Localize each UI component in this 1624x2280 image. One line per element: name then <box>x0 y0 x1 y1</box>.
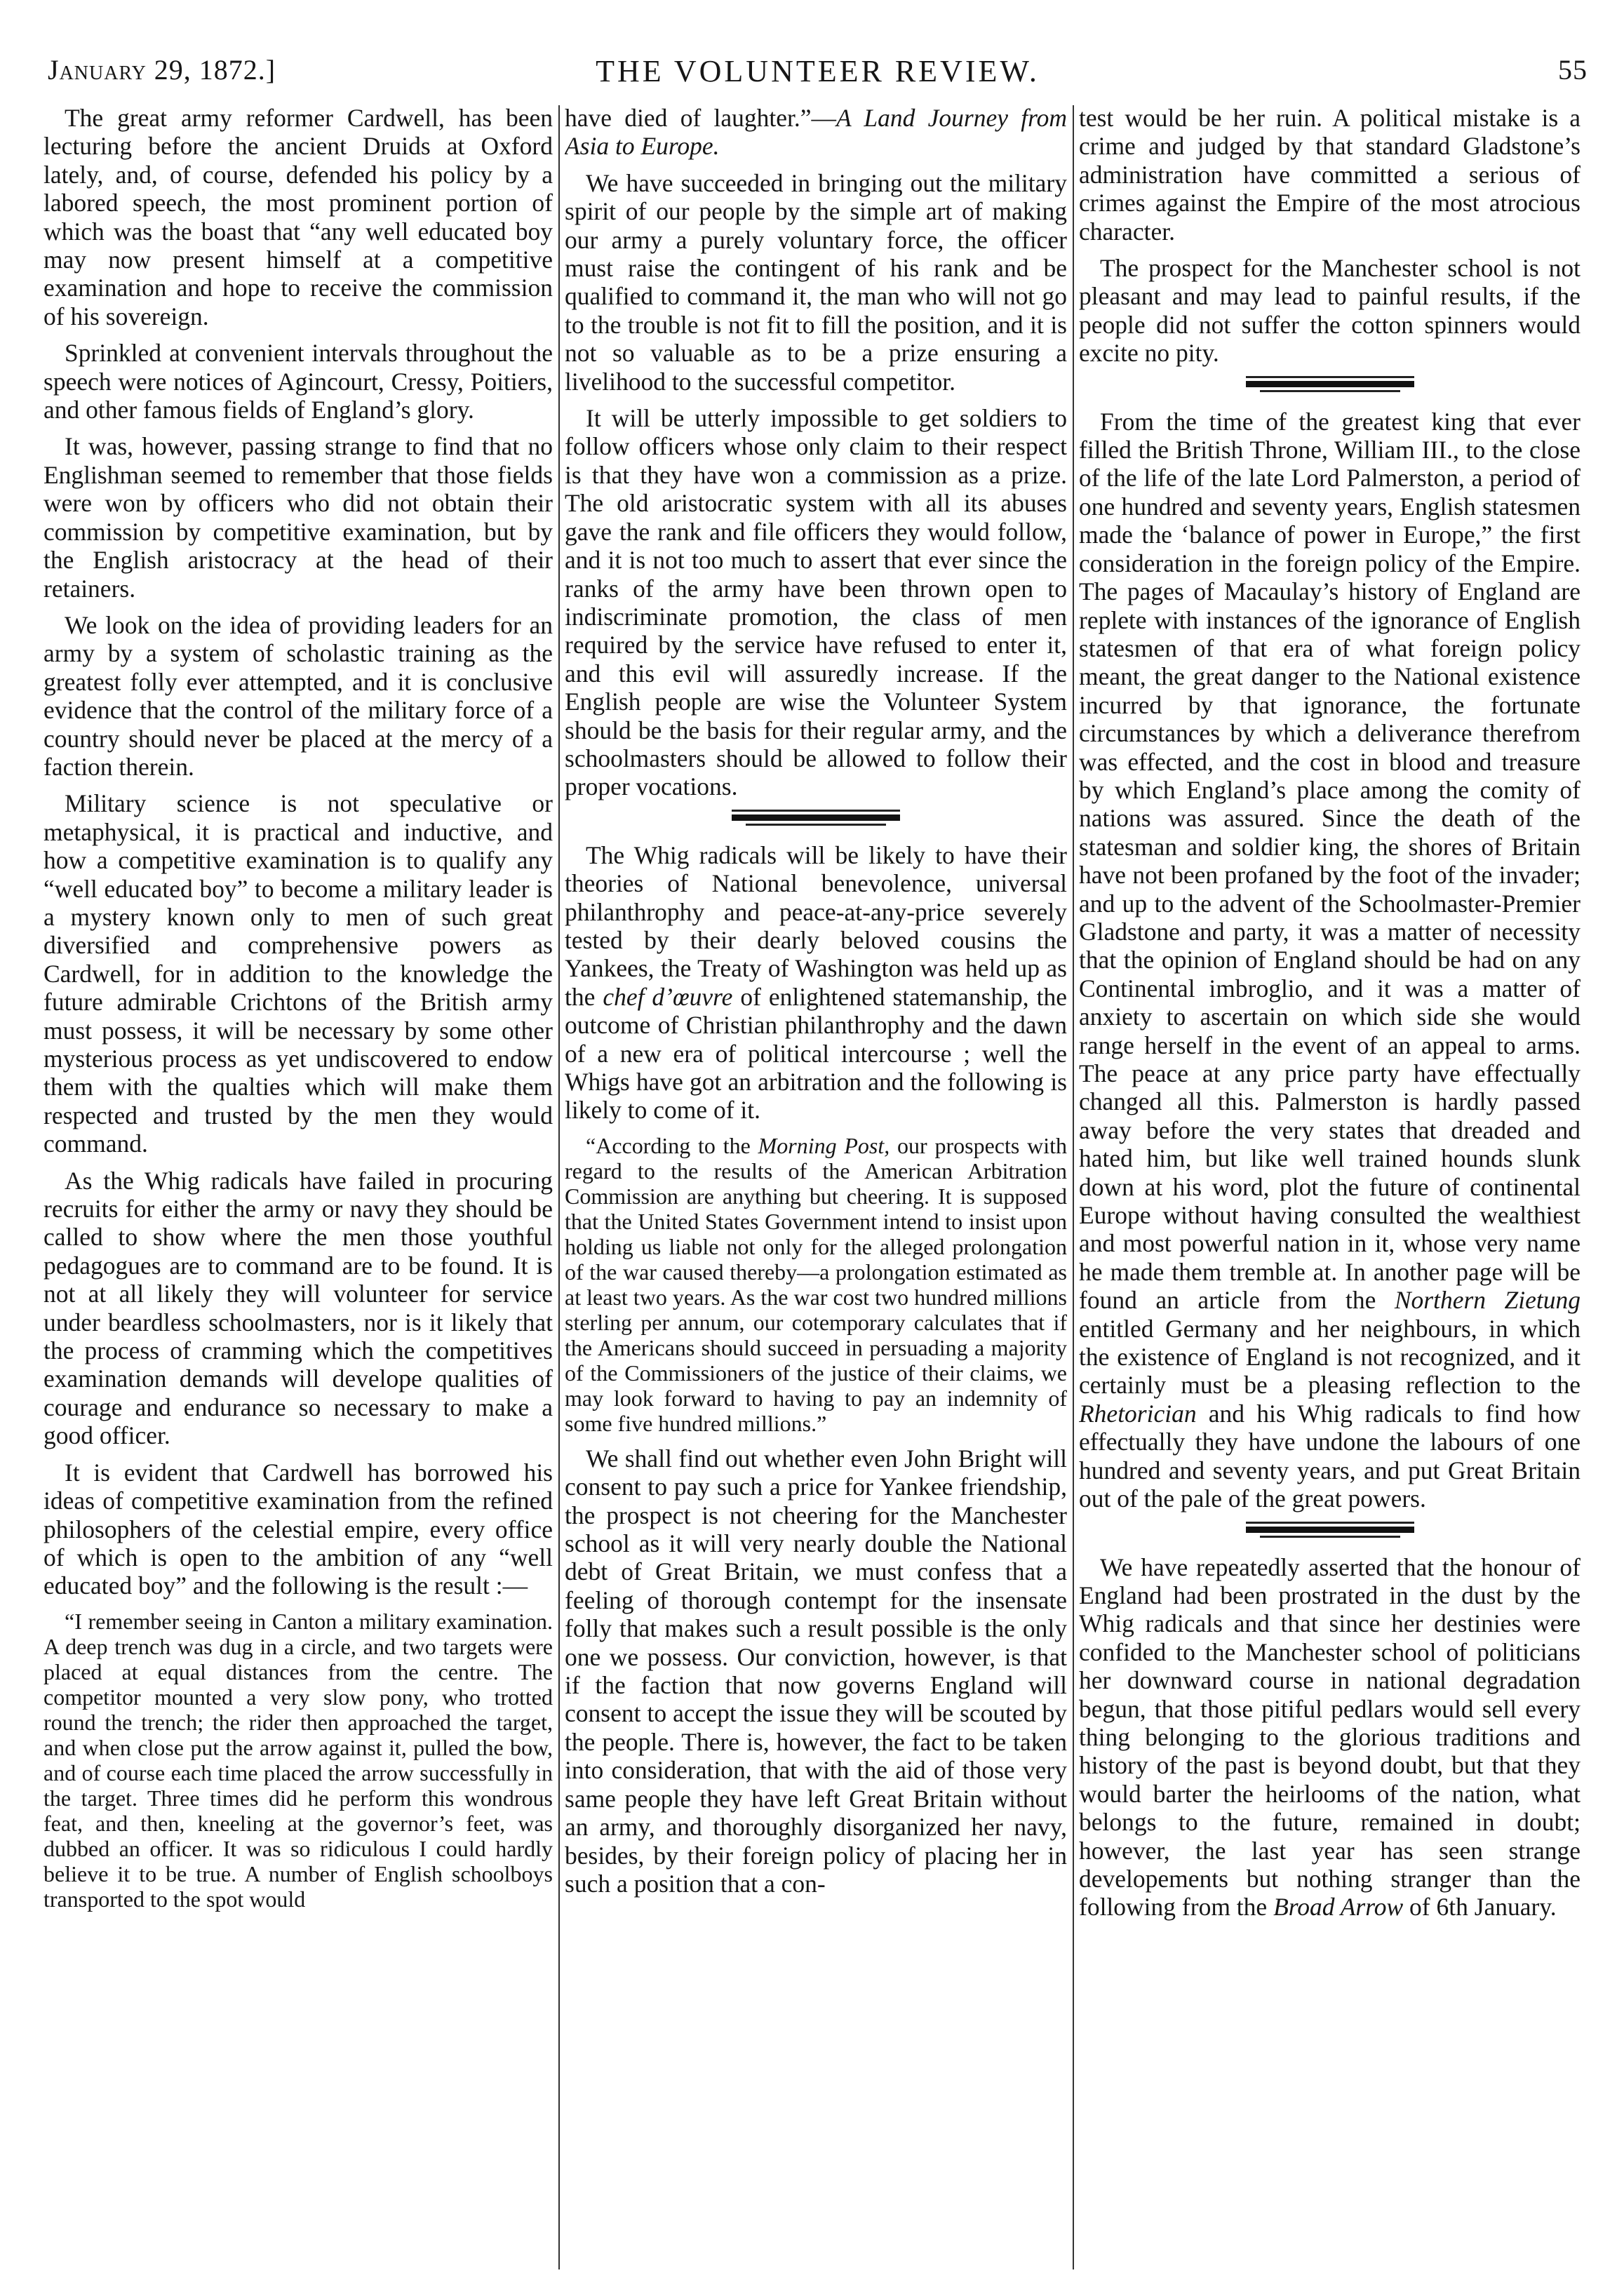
text-run: We have repeatedly asserted that the honour of England had been prostrated in the dust by the Whig radicals and that since her destinies were confided to the Manchester school of politicians her downward course in national degradation begun, that those pitiful pedlars would sell every thing belonging to the glorious traditions and history of the past is beyond doubt, but that they would barter the heirlooms of the nation, what belongs to the future, remained in doubt; however, the last year has seen strange developements but nothing stranger than the following from the <box>1079 1553 1581 1922</box>
page-number: 55 <box>1558 54 1588 86</box>
text-run: and his Whig radicals to find how effectually they have undone the labours of one hundred and seventy years, and put Great Britain out of the pale of the great powers. <box>1079 1399 1581 1513</box>
article-paragraph: Military science is not speculative or metaphysical, it is practical and inductive, and how a competitive examination is to qualify any “well educated boy” to become a military leader is a mystery known only to men of such great diversified and comprehensive powers as Cardwell, for in addition to the knowledge the future admirable Crichtons of the British army must possess, it will be necessary by some other mysterious process as yet undiscovered to endow them with the qualties which will make them respected and trusted by the men they would command. <box>43 789 553 1158</box>
article-paragraph: test would be her ruin. A political mistake is a crime and judged by that standard Gladstone’s administration have committed a serious of crimes against the Empire of the most atrocious character. <box>1079 104 1581 246</box>
article-paragraph <box>565 104 1067 161</box>
issue-date: January 29, 1872.] <box>48 54 276 86</box>
publication-title: THE VOLUNTEER REVIEW. <box>596 54 1040 88</box>
text-run: of 6th January. <box>1409 1893 1557 1922</box>
article-paragraph <box>565 841 1067 1125</box>
article-paragraph: The prospect for the Manchester school is not pleasant and may lead to painful results, if the people did not suffer the cotton spinners would excite no pity. <box>1079 254 1581 368</box>
column-3 <box>1079 104 1581 2275</box>
text-run: From the time of the greatest king that ever filled the British Throne, William III., to the close of the life of the late Lord Palmerston, a period of one hundred and seventy years, English statesmen made the ‘balance of power in Europe,” the first consideration in the foreign policy of the Empire. The pages of Macaulay’s history of England are replete with instances of the ignorance of English statesmen of that era of what foreign policy meant, the great danger to the National existence incurred by that ignorance, the fortunate circumstances by which a deliverance therefrom was effected, and the cost in blood and treasure by which England’s place among the comity of nations was assured. Since the death of the statesman and soldier king, the shores of Britain have not been profaned by the foot of the invader; and up to the advent of the Schoolmaster-Premier Gladstone and party, it was a matter of necessity that the opinion of England should be had on any Continental imbroglio, and it was a matter of anxiety to ascertain on which side she would range herself in the event of an appeal to arms. The peace at any price party have effectually changed all this. Palmerston is hardly passed away before the very states that dreaded and hated him, but like well trained hounds slunk down at his word, plot the future of continental Europe without having consulted the wealthiest and most powerful nation in it, whose very name he made them tremble at. In another page will be found an article from the <box>1079 407 1581 1315</box>
newspaper-name: Morning Post, <box>758 1132 890 1158</box>
page-header <box>48 53 1588 102</box>
article-paragraph: It was, however, passing strange to find that no Englishman seemed to remember that those fields were won by officers who did not obtain their commission by competitive examination, but by the English aristocracy at the head of their retainers. <box>43 432 553 603</box>
article-paragraph <box>1079 408 1581 1513</box>
italic-phrase: Rhetorician <box>1079 1399 1197 1428</box>
column-1 <box>43 104 553 2275</box>
quoted-paragraph: “I remember seeing in Canton a military examination. A deep trench was dug in a circle, and two targets were placed at equal distances from the centre. The competitor mounted a very slow pony, who trotted round the trench; the rider then approached the target, and when close put the arrow against it, pulled the bow, and of course each time placed the arrow successfully in the target. Three times did he perform this wondrous feat, and then, kneeling at the governor’s feet, was dubbed an officer. It was so ridiculous I could hardly believe it to be true. A number of English schoolboys transported to the spot would <box>43 1608 553 1912</box>
text-run: of enlightened statemanship, the outcome of Christian philanthrophy and the dawn of a new era of political intercourse ; well the Whigs have got an arbitration and the following is likely to come of it. <box>565 982 1067 1125</box>
article-paragraph: We look on the idea of providing leaders for an army by a system of scholastic training as the greatest folly ever attempted, and it is conclusive evidence that the control of the military force of a country should never be placed at the mercy of a faction therein. <box>43 610 553 781</box>
article-paragraph: The great army reformer Cardwell, has been lecturing before the ancient Druids at Oxford lately, and, of course, defended his policy by a labored speech, the most prominent portion of which was the boast that “any well educated boy may now present himself at a competitive examination and hope to receive the commission of his sovereign. <box>43 104 553 330</box>
section-divider <box>732 810 900 826</box>
text-run: The Whig radicals will be likely to have their theories of National benevolence, universal philanthrophy and peace-at-any-price severely tested by their dearly beloved cousins the Yankees, the Treaty of Washington was held up as the <box>565 840 1067 1011</box>
column-rule <box>558 105 560 2269</box>
text-run: our prospects with regard to the results of the American Arbitration Commission are anything but cheering. It is supposed that the United States Government intend to insist upon holding us liable not only for the alleged prolongation of the war caused thereby—a prolongation estimated as at least two years. As the war cost two hundred millions sterling per annum, our cotemporary calculates that if the Americans should succeed in persuading a majority of the Commissioners of the justice of their claims, we may look forward to having to pay an indemnity of some five hundred millions.” <box>565 1132 1067 1436</box>
article-paragraph: As the Whig radicals have failed in procuring recruits for either the army or navy they should be called to show where the men those youthful pedagogues are to command are to be found. It is not at all likely they will volunteer for service under beardless schoolmasters, nor is it likely that the process of cramming which the competitives examination demands will develope qualities of courage and endurance so necessary to make a good officer. <box>43 1166 553 1450</box>
article-paragraph: Sprinkled at convenient intervals throughout the speech were notices of Agincourt, Cressy, Poitiers, and other famous fields of England’s glory. <box>43 339 553 424</box>
article-paragraph: It is evident that Cardwell has borrowed his ideas of competitive examination from the refined philosophers of the celestial empire, every office of which is open to the ambition of any “well educated boy” and the following is the result :— <box>43 1458 553 1600</box>
section-divider <box>1246 376 1414 392</box>
newspaper-name: Northern Zietung <box>1394 1286 1581 1315</box>
article-paragraph: It will be utterly impossible to get soldiers to follow officers whose only claim to their respect is that they have won a commission as a prize. The old aristocratic system with all its abuses gave the rank and file officers they would follow, and it is not too much to assert that ever since the ranks of the army have been thrown open to indiscriminate promotion, the class of men required by the service have refused to enter it, and this evil will assuredly increase. If the English people are wise the Volunteer System should be the basis for their regular army, and the schoolmasters should be allowed to follow their proper vocations. <box>565 404 1067 801</box>
article-paragraph: We have succeeded in bringing out the military spirit of our people by the simple art of making our army a purely voluntary force, the officer must raise the contingent of his rank and be qualified to command it, the man who will not go to the trouble is not fit to fill the position, and it is not so valuable as to be a prize ensuring a livelihood to the successful competitor. <box>565 168 1067 396</box>
italic-phrase: chef d’œuvre <box>603 982 733 1011</box>
article-paragraph: We shall find out whether even John Bright will consent to pay such a price for Yankee friendship, the prospect is not cheering for the Manchester school as it will very nearly double the National debt of Great Britain, we must confess that a feeling of thorough contempt for the insensate folly that makes such a result possible is the only one we possess. Our conviction, however, is that if the faction that now governs England will consent to accept the issue they will be scouted by the people. There is, however, the fact to be taken into consideration, that with the aid of those very same people they have left Great Britain without an army, and thoroughly disorganized her navy, besides, by their foreign policy of placing her in such a position that a con- <box>565 1444 1067 1898</box>
newspaper-name: Broad Arrow <box>1273 1893 1404 1922</box>
source-citation: A Land Journey from Asia to Europe. <box>565 104 1067 161</box>
quoted-paragraph <box>565 1133 1067 1436</box>
column-rule <box>1073 105 1074 2269</box>
text-run: entitled Germany and her neighbours, in which the existence of England is not recognized, and it certainly must be a pleasing reflection to the <box>1079 1314 1581 1400</box>
article-paragraph <box>1079 1553 1581 1922</box>
section-divider <box>1246 1522 1414 1538</box>
quote-ending: have died of laughter.”— <box>565 104 837 132</box>
column-2 <box>565 104 1067 2275</box>
text-run: “According to the <box>586 1132 751 1158</box>
